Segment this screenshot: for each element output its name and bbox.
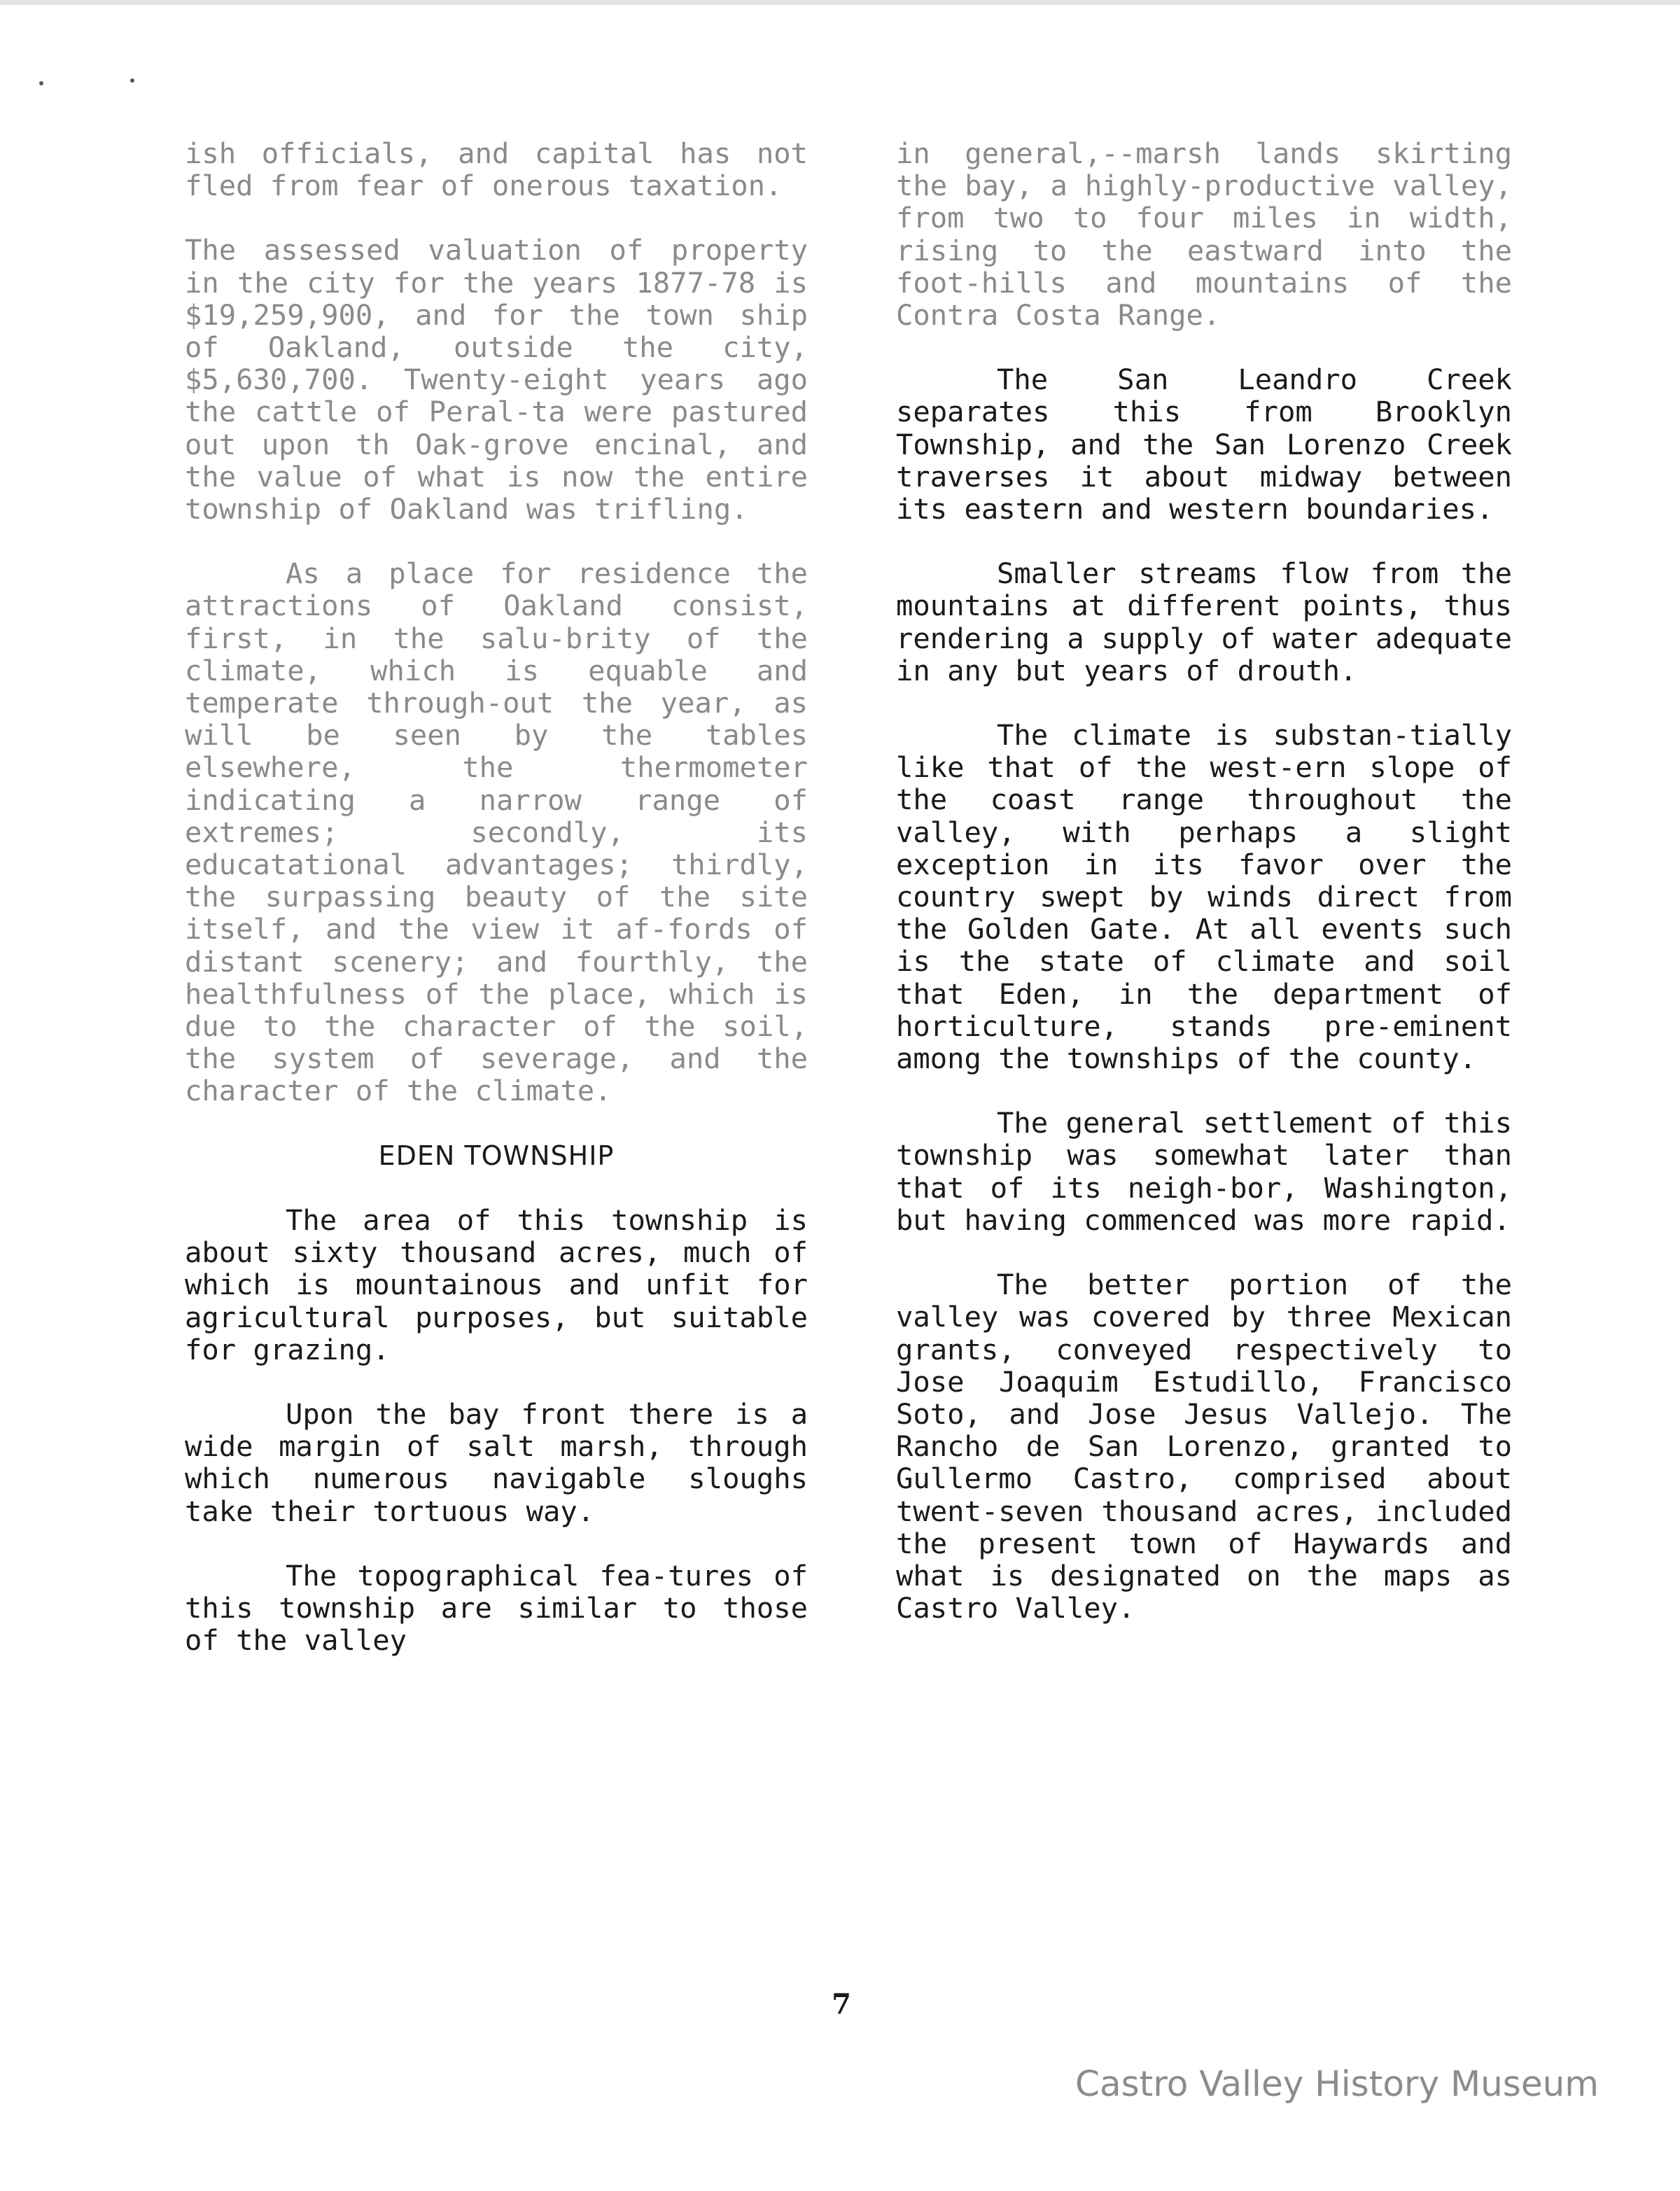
paragraph-settlement: The general settlement of this township was somewhat later than that of its neigh-bor, Washington, but having commenced was more rapid. — [896, 1106, 1512, 1237]
paragraph-marsh-lands: in general,--marsh lands skirting the bay, a highly-productive valley, from two to four miles in width, rising to the eastward into the foot-hills and mountains of the Contra Costa Range. — [896, 136, 1512, 332]
left-column — [185, 137, 808, 1688]
page-number: 7 — [832, 1988, 851, 2021]
paragraph-creeks: The San Leandro Creek separates this from Brooklyn Township, and the San Lorenzo Creek traverses it about midway between its eastern and western boundaries. — [896, 363, 1512, 526]
scan-speck — [130, 78, 134, 83]
section-heading-eden-township: EDEN TOWNSHIP — [378, 1140, 615, 1171]
paragraph-streams: Smaller streams flow from the mountains at different points, thus rendering a supply of water adequate in any but years of drouth. — [896, 556, 1512, 687]
paragraph-township-area: The area of this township is about sixty thousand acres, much of which is mountainous and unfit for agricultural purposes, but suitable for grazing. — [185, 1203, 808, 1366]
paragraph-mexican-grants: The better portion of the valley was covered by three Mexican grants, conveyed respectively to Jose Joaquim Estudillo, Francisco Soto, and Jose Jesus Vallejo. The Rancho de San Lorenzo, granted to Gullermo Castro, comprised about twent-seven thousand acres, included the present town of Haywards and what is designated on the maps as Castro Valley. — [896, 1268, 1512, 1625]
museum-watermark: Castro Valley History Museum — [1075, 2064, 1599, 2104]
right-column — [896, 137, 1512, 1656]
paragraph-climate: The climate is substan-tially like that of the west-ern slope of the coast range throughout the valley, with perhaps a slight exception in its favor over the country swept by winds direct from the Golden Gate. At all events such is the state of climate and soil that Eden, in the department of horticulture, stands pre-eminent among the townships of the county. — [896, 718, 1512, 1076]
paragraph-officials: ish officials, and capital has not fled from fear of onerous taxation. — [185, 136, 808, 203]
paragraph-bay-front: Upon the bay front there is a wide margin of salt marsh, through which numerous navigable sloughs take their tortuous way. — [185, 1396, 808, 1528]
scan-top-edge — [0, 0, 1680, 5]
paragraph-topography: The topographical fea-tures of this township are similar to those of the valley — [185, 1558, 808, 1658]
paragraph-residence-attractions: As a place for residence the attractions of Oakland consist, first, in the salu-brity of the climate, which is equable and temperate through-out the year, as will be seen by the tables elsewhere, the thermometer indicating a narrow range of extremes; secondly, its educatational advantages; thirdly, the surpassing beauty of the site itself, and the view it af-fords of distant scenery; and fourthly, the healthfulness of the place, which is due to the character of the soil, the system of severage, and the character of the climate. — [185, 556, 808, 1108]
paragraph-assessed-valuation: The assessed valuation of property in the city for the years 1877-78 is $19,259,900, and for the town ship of Oakland, outside the city, $5,630,700. Twenty-eight years ago the cattle of Peral-ta were pastured out upon th Oak-grove encinal, and the value of what is now the entire township of Oakland was trifling. — [185, 233, 808, 526]
scan-speck — [39, 81, 43, 85]
